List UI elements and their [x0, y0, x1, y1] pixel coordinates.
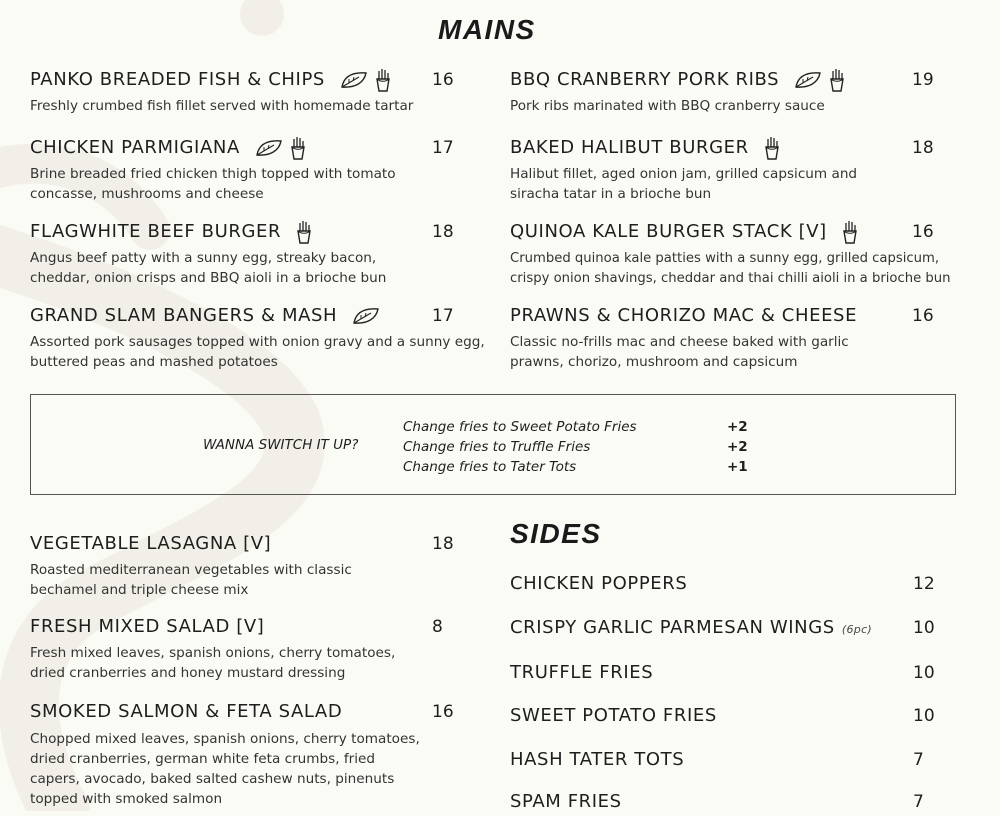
item-name: BBQ CRANBERRY PORK RIBS — [510, 69, 780, 90]
switch-option: Change fries to Truffle Fries — [403, 439, 591, 455]
side-item — [510, 704, 940, 730]
fries-icon — [828, 68, 846, 92]
leaf-icon — [351, 306, 381, 326]
item-description: Pork ribs marinated with BBQ cranberry sauce — [510, 98, 825, 114]
fries-icon — [289, 136, 307, 160]
item-name: QUINOA KALE BURGER STACK [V] — [510, 221, 827, 242]
item-name: PANKO BREADED FISH & CHIPS — [30, 69, 325, 90]
item-description: Roasted mediterranean vegetables with classic bechamel and triple cheese mix — [30, 562, 352, 598]
menu-item — [510, 220, 951, 288]
sides-heading: SIDES — [510, 518, 602, 549]
fries-icon — [295, 220, 313, 244]
item-name: SMOKED SALMON & FETA SALAD — [30, 701, 343, 722]
side-item — [510, 748, 940, 774]
item-name: CHICKEN PARMIGIANA — [30, 137, 240, 158]
item-description: Brine breaded fried chicken thigh topped with tomato concasse, mushrooms and cheese — [30, 166, 396, 202]
item-name: VEGETABLE LASAGNA [V] — [30, 533, 272, 554]
switch-option: Change fries to Sweet Potato Fries — [403, 419, 637, 435]
side-name: CHICKEN POPPERS — [510, 573, 688, 594]
side-name: TRUFFLE FRIES — [510, 662, 654, 683]
item-price: 8 — [432, 617, 443, 637]
side-price: 10 — [913, 663, 935, 683]
side-price: 10 — [913, 706, 935, 726]
item-price: 17 — [432, 306, 454, 326]
item-description: Angus beef patty with a sunny egg, streaky bacon, cheddar, onion crisps and BBQ aioli in a brioche bun — [30, 250, 387, 286]
leaf-icon — [339, 70, 369, 90]
side-item — [510, 572, 940, 598]
side-name: CRISPY GARLIC PARMESAN WINGS — [510, 617, 835, 638]
item-description: Chopped mixed leaves, spanish onions, cherry tomatoes, dried cranberries, german white feta crumbs, fried capers, avocado, baked salted cashew nuts, pinenuts topped with smoked salmon — [30, 731, 420, 807]
leaf-icon — [793, 70, 823, 90]
item-name: FRESH MIXED SALAD [V] — [30, 616, 265, 637]
menu-item — [30, 220, 460, 288]
side-note: (6pc) — [841, 623, 873, 636]
leaf-icon — [254, 138, 284, 158]
side-item — [510, 661, 940, 687]
item-price: 16 — [912, 222, 934, 242]
switch-option-price: +2 — [727, 419, 748, 435]
mains-heading: MAINS — [438, 14, 536, 45]
switch-option: Change fries to Tater Tots — [403, 459, 577, 475]
switch-title: WANNA SWITCH IT UP? — [203, 437, 359, 453]
item-name: PRAWNS & CHORIZO MAC & CHEESE — [510, 305, 858, 326]
switch-option-price: +2 — [727, 439, 748, 455]
fries-icon — [374, 68, 392, 92]
menu-item — [510, 136, 940, 204]
switch-options-box — [30, 394, 956, 495]
side-price: 12 — [913, 574, 935, 594]
item-description: Fresh mixed leaves, spanish onions, cherry tomatoes, dried cranberries and honey mustard dressing — [30, 645, 396, 681]
menu-item — [30, 136, 460, 204]
side-price: 7 — [913, 750, 924, 770]
item-price: 17 — [432, 138, 454, 158]
item-description: Halibut fillet, aged onion jam, grilled capsicum and siracha tatar in a brioche bun — [510, 166, 858, 202]
side-item — [510, 790, 940, 816]
side-name: SWEET POTATO FRIES — [510, 705, 717, 726]
side-name: SPAM FRIES — [510, 791, 622, 812]
menu-item — [30, 304, 485, 372]
menu-item — [30, 615, 460, 683]
item-name: BAKED HALIBUT BURGER — [510, 137, 749, 158]
item-description: Assorted pork sausages topped with onion gravy and a sunny egg, buttered peas and mashed potatoes — [30, 334, 485, 370]
item-price: 16 — [432, 70, 454, 90]
item-price: 18 — [432, 222, 454, 242]
item-price: 18 — [432, 534, 454, 554]
menu-item — [510, 68, 940, 117]
item-name: FLAGWHITE BEEF BURGER — [30, 221, 282, 242]
fries-icon — [763, 136, 781, 160]
menu-item — [510, 304, 940, 372]
menu-item — [30, 532, 460, 600]
item-price: 18 — [912, 138, 934, 158]
side-name: HASH TATER TOTS — [510, 749, 685, 770]
side-price: 7 — [913, 792, 924, 812]
item-description: Crumbed quinoa kale patties with a sunny egg, grilled capsicum, crispy onion shavings, cheddar and thai chilli aioli in a brioche bun — [510, 251, 951, 286]
fries-icon — [841, 220, 859, 244]
menu-item — [30, 68, 460, 117]
menu-item — [30, 700, 460, 809]
side-price: 10 — [913, 618, 935, 638]
item-price: 16 — [432, 702, 454, 722]
item-price: 19 — [912, 70, 934, 90]
item-price: 16 — [912, 306, 934, 326]
item-description: Freshly crumbed fish fillet served with homemade tartar — [30, 98, 414, 114]
side-item — [510, 616, 940, 642]
switch-option-price: +1 — [727, 459, 748, 475]
item-name: GRAND SLAM BANGERS & MASH — [30, 305, 338, 326]
item-description: Classic no-frills mac and cheese baked with garlic prawns, chorizo, mushroom and capsicum — [510, 334, 849, 370]
